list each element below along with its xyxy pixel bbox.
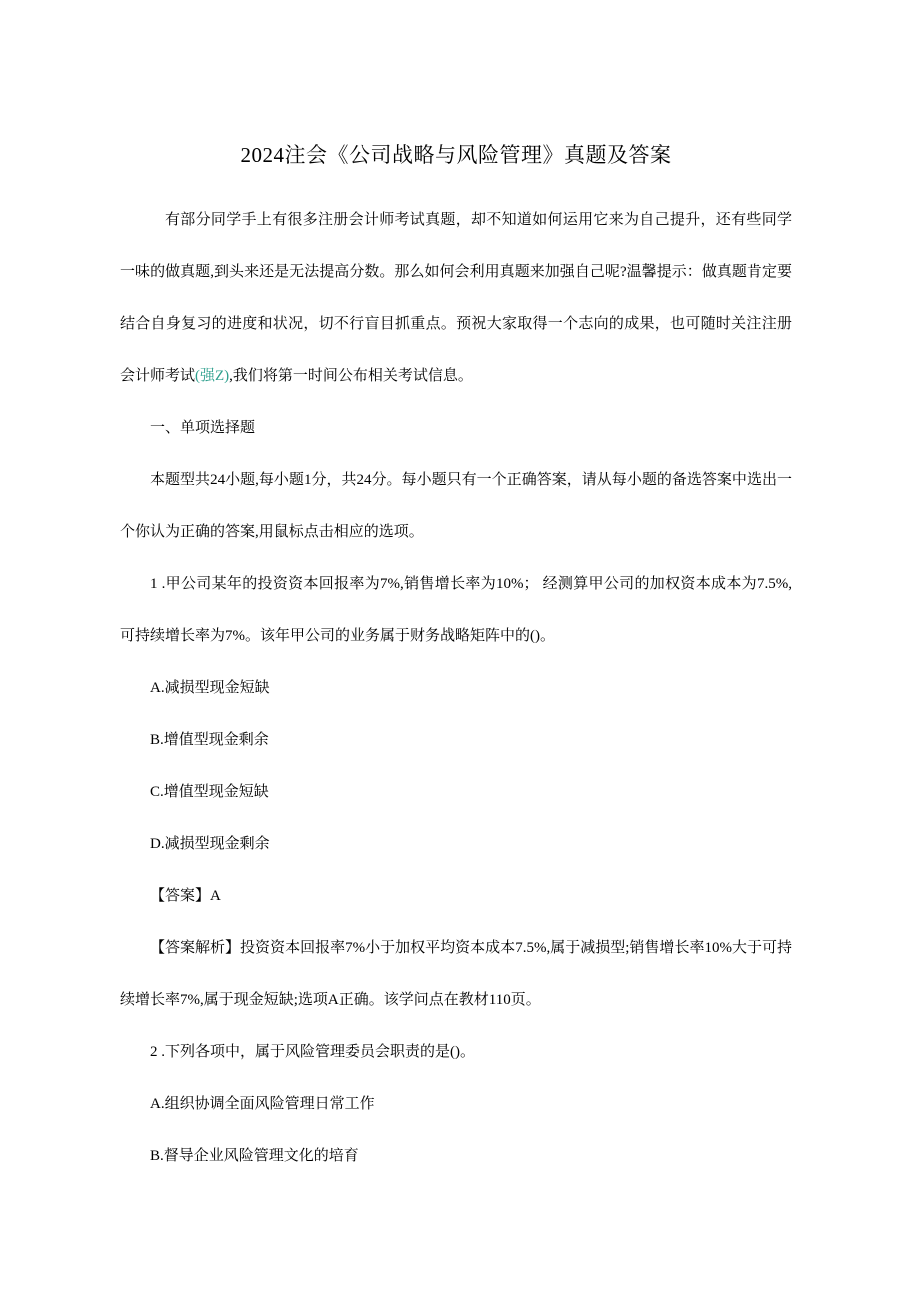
- intro-text-tail: ,我们将第一时间公布相关考试信息。: [229, 368, 473, 384]
- question-2-option-b: B.督导企业风险管理文化的培育: [150, 1148, 359, 1164]
- question-2-option-a: A.组织协调全面风险管理日常工作: [150, 1096, 375, 1112]
- document-title: 2024注会《公司战略与风险管理》真题及答案: [240, 143, 672, 167]
- intro-link[interactable]: (强Z): [195, 368, 230, 384]
- question-1-option-d: D.减损型现金剩余: [150, 836, 270, 852]
- question-1-option-c: C.增值型现金短缺: [150, 784, 269, 800]
- question-1-option-b: B.增值型现金剩余: [150, 732, 269, 748]
- question-2-stem: 2 .下列各项中，属于风险管理委员会职责的是()。: [150, 1044, 475, 1060]
- intro-text-lead: 有部分同学手上有很多注册会计师考试真题，却不知道如何运用它来为自己提升，还有些同学一味的做真题,到头来还是无法提高分数。那么如何会利用真题来加强自己呢?温馨提示：做真题肯定要结合自身复习的进度和状况，切不行盲目抓重点。预祝大家取得一个志向的成果，也可随时关注注册会计师考试: [120, 212, 792, 384]
- question-1-option-a: A.减损型现金短缺: [150, 680, 270, 696]
- question-1-analysis: 【答案解析】投资资本回报率7%小于加权平均资本成本7.5%,属于减损型;销售增长率10%大于可持续增长率7%,属于现金短缺;选项A正确。该学问点在教材110页。: [120, 940, 792, 1008]
- question-1-stem: 1 .甲公司某年的投资资本回报率为7%,销售增长率为10%； 经测算甲公司的加权资本成本为7.5%,可持续增长率为7%。该年甲公司的业务属于财务战略矩阵中的()。: [120, 576, 792, 644]
- section-one-instructions: 本题型共24小题,每小题1分，共24分。每小题只有一个正确答案，请从每小题的备选答案中选出一个你认为正确的答案,用鼠标点击相应的选项。: [120, 472, 792, 540]
- intro-paragraph: [120, 194, 792, 402]
- section-one-heading: 一、单项选择题: [150, 420, 256, 436]
- question-1-answer: 【答案】A: [150, 888, 221, 904]
